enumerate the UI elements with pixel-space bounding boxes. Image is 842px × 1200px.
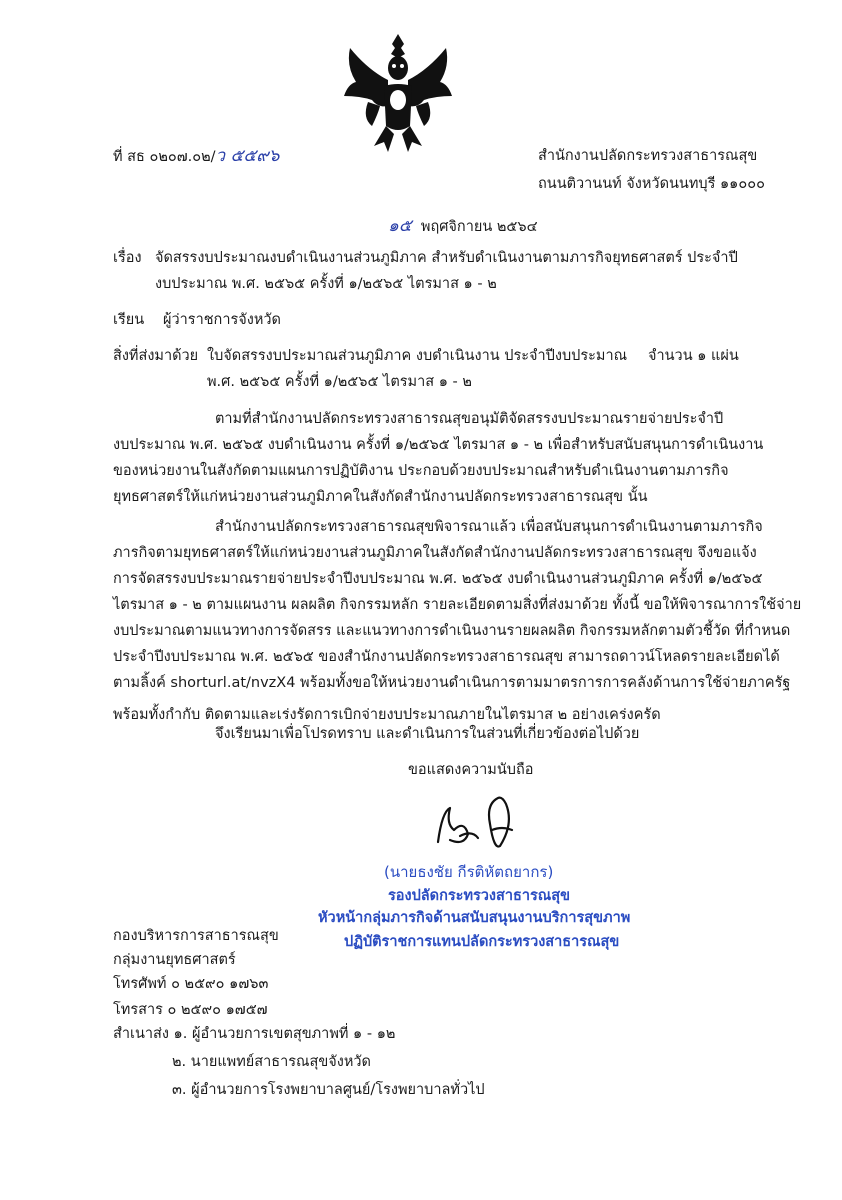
closing-line: จึงเรียนมาเพื่อโปรดทราบ และดำเนินการในส่วนที่เกี่ยวข้องต่อไปด้วย xyxy=(215,726,640,742)
footer-copy-1: สำเนาส่ง ๑. ผู้อำนวยการเขตสุขภาพที่ ๑ - ๑๒ xyxy=(113,1026,396,1042)
signatory-title-3: ปฏิบัติราชการแทนปลัดกระทรวงสาธารณสุข xyxy=(344,934,620,950)
signatory-name: (นายธงชัย กีรติหัตถยากร) xyxy=(384,863,554,881)
footer-group: กลุ่มงานยุทธศาสตร์ xyxy=(113,952,236,968)
salutation-label: เรียน xyxy=(113,312,145,328)
office-name: สำนักงานปลัดกระทรวงสาธารณสุข xyxy=(538,148,758,164)
regards-line: ขอแสดงความนับถือ xyxy=(408,762,534,778)
paragraph-2-line: การจัดสรรงบประมาณรายจ่ายประจำปีงบประมาณ พ.ศ. ๒๕๖๕ งบดำเนินงานส่วนภูมิภาค ครั้งที่ ๑/๒๕๖๕ xyxy=(113,571,763,587)
document-date xyxy=(388,214,538,239)
signatory-title-2: หัวหน้ากลุ่มภารกิจด้านสนับสนุนงานบริการสุขภาพ xyxy=(318,910,631,926)
subject-label: เรื่อง xyxy=(113,250,142,266)
footer-copy-3: ๓. ผู้อำนวยการโรงพยาบาลศูนย์/โรงพยาบาลทั่วไป xyxy=(172,1082,485,1098)
subject-line-1: จัดสรรงบประมาณงบดำเนินงานส่วนภูมิภาค สำหรับดำเนินงานตามภารกิจยุทธศาสตร์ ประจำปี xyxy=(155,250,738,266)
paragraph-2-line: งบประมาณตามแนวทางการจัดสรร และแนวทางการดำเนินงานรายผลผลิต กิจกรรมหลักตามตัวชี้วัด ที่กำหนด xyxy=(113,623,791,639)
body-paragraph-2 xyxy=(113,514,802,728)
footer-copy-2: ๒. นายแพทย์สาธารณสุขจังหวัด xyxy=(172,1054,371,1070)
footer-fax: โทรสาร ๐ ๒๕๙๐ ๑๗๕๗ xyxy=(113,1002,268,1018)
garuda-emblem-icon xyxy=(338,30,458,158)
paragraph-2-line: พร้อมทั้งกำกับ ติดตามและเร่งรัดการเบิกจ่ายงบประมาณภายในไตรมาส ๒ อย่างเคร่งครัด xyxy=(113,707,661,723)
reference-number xyxy=(113,144,279,169)
footer-phone: โทรศัพท์ ๐ ๒๕๙๐ ๑๗๖๓ xyxy=(113,976,269,992)
paragraph-1-line: ตามที่สำนักงานปลัดกระทรวงสาธารณสุขอนุมัติจัดสรรงบประมาณรายจ่ายประจำปี xyxy=(215,411,724,427)
paragraph-1-line: งบประมาณ พ.ศ. ๒๕๖๕ งบดำเนินงาน ครั้งที่ ๑/๒๕๖๕ ไตรมาส ๑ - ๒ เพื่อสำหรับสนับสนุนการดำเนินงาน xyxy=(113,437,764,453)
paragraph-2-line: ไตรมาส ๑ - ๒ ตามแผนงาน ผลผลิต กิจกรรมหลัก รายละเอียดตามสิ่งที่ส่งมาด้วย ทั้งนี้ ขอให้พิจารณาการใช้จ่าย xyxy=(113,597,802,613)
enclosure-count: จำนวน ๑ แผ่น xyxy=(648,348,739,364)
footer-division: กองบริหารการสาธารณสุข xyxy=(113,928,279,944)
paragraph-2-line: สำนักงานปลัดกระทรวงสาธารณสุขพิจารณาแล้ว เพื่อสนับสนุนการดำเนินงานตามภารกิจ xyxy=(215,519,763,535)
body-paragraph-1 xyxy=(113,406,773,510)
paragraph-2-line: ตามลิ้งค์ shorturl.at/nvzX4 พร้อมทั้งขอให้หน่วยงานดำเนินการตามมาตรการการคลังด้านการใช้จ่ายภาครัฐ xyxy=(113,675,791,691)
date-month-year: พฤศจิกายน ๒๕๖๔ xyxy=(420,219,538,235)
enclosure-line-2: พ.ศ. ๒๕๖๕ ครั้งที่ ๑/๒๕๖๕ ไตรมาส ๑ - ๒ xyxy=(207,374,472,390)
date-day-handwritten: ๑๕ xyxy=(388,216,412,236)
subject-line-2: งบประมาณ พ.ศ. ๒๕๖๕ ครั้งที่ ๑/๒๕๖๕ ไตรมาส ๑ - ๒ xyxy=(155,276,497,292)
paragraph-2-line: ประจำปีงบประมาณ พ.ศ. ๒๕๖๕ ของสำนักงานปลัดกระทรวงสาธารณสุข สามารถดาวน์โหลดรายละเอียดได้ xyxy=(113,649,780,665)
paragraph-2-line: ภารกิจตามยุทธศาสตร์ให้แก่หน่วยงานส่วนภูมิภาคในสังกัดสำนักงานปลัดกระทรวงสาธารณสุข จึงขอแจ้ง xyxy=(113,545,757,561)
signature-icon xyxy=(420,790,530,860)
paragraph-1-line: ของหน่วยงานในสังกัดตามแผนการปฏิบัติงาน ประกอบด้วยงบประมาณสำหรับดำเนินงานตามภารกิจ xyxy=(113,463,729,479)
reference-number-handwritten: ว ๕๕๙๖ xyxy=(215,146,280,166)
enclosure-line-1: ใบจัดสรรงบประมาณส่วนภูมิภาค งบดำเนินงาน ประจำปีงบประมาณ xyxy=(207,348,628,364)
paragraph-1-line: ยุทธศาสตร์ให้แก่หน่วยงานส่วนภูมิภาคในสังกัดสำนักงานปลัดกระทรวงสาธารณสุข นั้น xyxy=(113,489,648,505)
reference-number-text: ที่ สธ ๐๒๐๗.๐๒/ xyxy=(113,149,216,165)
signatory-title-1: รองปลัดกระทรวงสาธารณสุข xyxy=(388,888,570,904)
salutation-recipient: ผู้ว่าราชการจังหวัด xyxy=(163,312,281,328)
office-address: ถนนติวานนท์ จังหวัดนนทบุรี ๑๑๐๐๐ xyxy=(538,176,765,192)
enclosure-label: สิ่งที่ส่งมาด้วย xyxy=(113,348,199,364)
